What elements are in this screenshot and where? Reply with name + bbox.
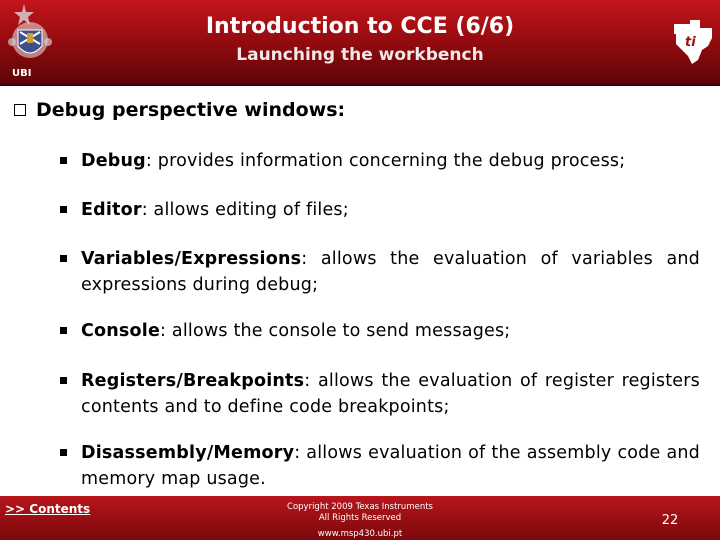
bullet-term: Registers/Breakpoints: [81, 371, 305, 391]
bullet-description: : allows editing of files;: [141, 200, 349, 220]
bullet-term: Variables/Expressions: [81, 249, 302, 269]
square-bullet-icon: [60, 255, 67, 262]
bullet-term: Debug: [81, 151, 146, 171]
bullet-term: Editor: [81, 200, 142, 220]
slide-footer: [0, 496, 720, 540]
bullet-description: : allows evaluation of the assembly code and memory map usage.: [81, 443, 700, 489]
square-bullet-icon: [60, 449, 67, 456]
contents-link[interactable]: >> Contents: [5, 502, 91, 516]
copyright-line-1: Copyright 2009 Texas Instruments: [287, 502, 433, 512]
bullet-disassembly-memory: [60, 440, 700, 492]
slide-title: Introduction to CCE (6/6): [205, 14, 515, 39]
bullet-text: [81, 318, 700, 344]
bullet-text: [81, 368, 700, 420]
website-url: www.msp430.ubi.pt: [317, 529, 403, 539]
slide-header: [0, 0, 720, 86]
section-heading-text: Debug perspective windows:: [36, 99, 346, 121]
page-number: 22: [661, 513, 679, 528]
bullet-term: Console: [81, 321, 161, 341]
section-heading: [14, 99, 345, 121]
copyright-line-2: All Rights Reserved: [318, 513, 402, 523]
square-bullet-icon: [60, 377, 67, 384]
bullet-text: [81, 148, 700, 174]
bullet-term: Disassembly/Memory: [81, 443, 295, 463]
ubi-logo-label: UBI: [12, 68, 32, 79]
square-bullet-icon: [60, 157, 67, 164]
bullet-registers-breakpoints: [60, 368, 700, 420]
bullet-description: : allows the console to send messages;: [160, 321, 511, 341]
bullet-console: [60, 318, 700, 344]
square-bullet-icon: [60, 206, 67, 213]
bullet-debug: [60, 148, 700, 174]
bullet-variables-expressions: [60, 246, 700, 298]
bullet-description: : provides information concerning the debug process;: [145, 151, 626, 171]
bullet-text: [81, 246, 700, 298]
bullet-editor: [60, 197, 700, 223]
bullet-description: : allows the evaluation of register registers contents and to define code breakpoints;: [81, 371, 700, 417]
square-bullet-icon: [60, 327, 67, 334]
bullet-text: [81, 440, 700, 492]
bullet-description: : allows the evaluation of variables and expressions during debug;: [81, 249, 700, 295]
svg-text:ti: ti: [685, 35, 696, 50]
texas-instruments-logo-icon: [668, 16, 720, 68]
bullet-text: [81, 197, 700, 223]
checkbox-bullet-icon: [14, 104, 26, 116]
slide-subtitle: Launching the workbench: [236, 45, 484, 65]
